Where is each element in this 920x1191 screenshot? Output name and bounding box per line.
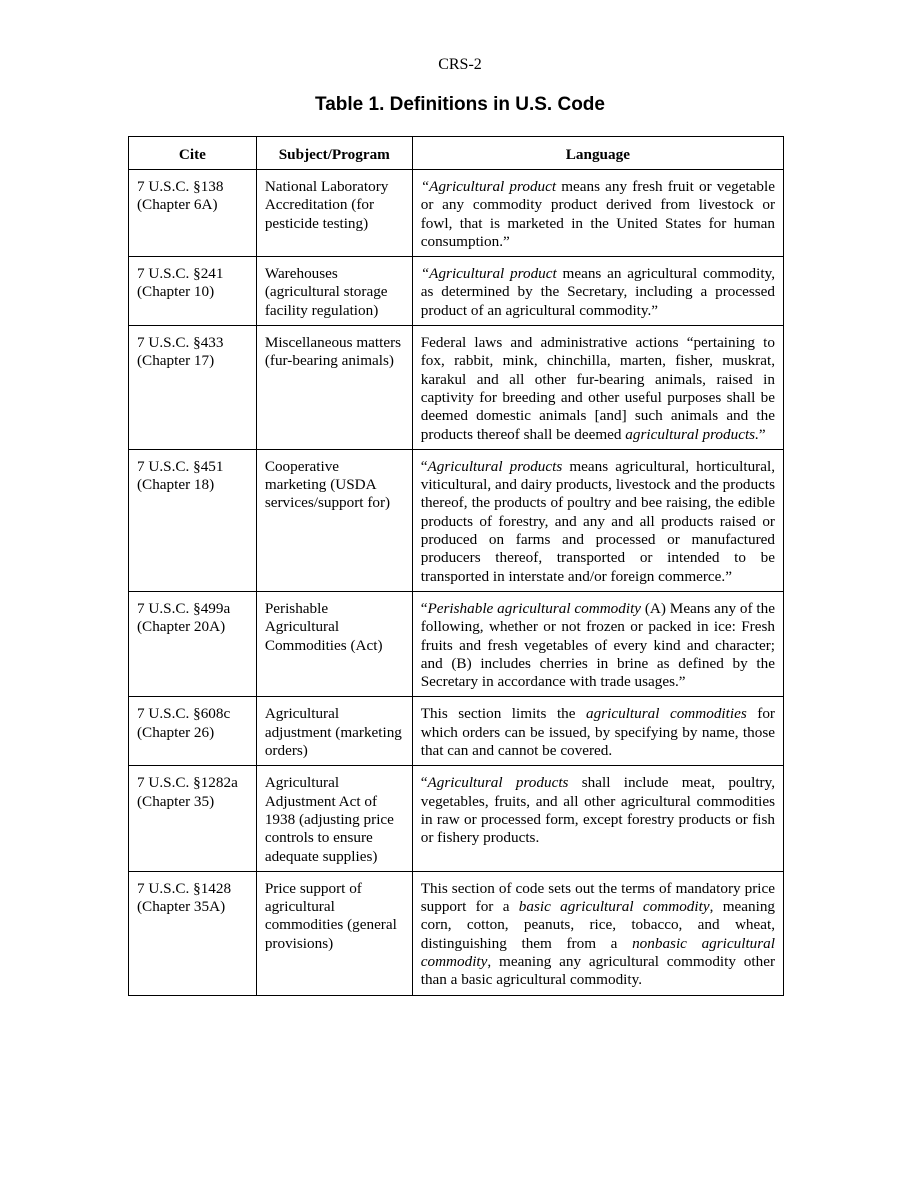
cite-section: 7 U.S.C. §241 bbox=[137, 265, 224, 283]
language-text: Federal laws and administrative actions “pertaining to fox, rabbit, mink, chinchilla, marten, fisher, muskrat, karakul and all other fur-bearing animals, raised in captivity for breeding and other useful purposes shall be deemed domestic animals [and] such animals and the products thereof shall be deemed bbox=[420, 334, 775, 443]
definitions-table bbox=[128, 136, 784, 996]
language-cell bbox=[412, 170, 783, 257]
subject-cell: Agricultural adjustment (marketing orders) bbox=[256, 697, 412, 766]
defined-term: Agricultural products bbox=[427, 774, 569, 792]
table-row bbox=[129, 591, 784, 696]
cite-section: 7 U.S.C. §1428 bbox=[137, 879, 232, 897]
column-header-language: Language bbox=[412, 137, 783, 170]
language-text: shall include meat, poultry, vegetables, fruits, and all other agricultural commodities in raw or processed form, except forestry products or fish or fishery products. bbox=[420, 774, 775, 847]
subject-cell: National Laboratory Accreditation (for pesticide testing) bbox=[256, 170, 412, 257]
defined-term: nonbasic agricultural commodity bbox=[420, 934, 775, 970]
defined-term: Perishable agricultural commodity bbox=[427, 599, 642, 617]
cite-cell bbox=[129, 449, 257, 591]
subject-cell: Cooperative marketing (USDA services/support for) bbox=[256, 449, 412, 591]
table-row bbox=[129, 257, 784, 326]
cite-chapter: (Chapter 20A) bbox=[137, 618, 226, 636]
cite-chapter: (Chapter 6A) bbox=[137, 196, 218, 214]
cite-chapter: (Chapter 26) bbox=[137, 723, 215, 741]
table-row bbox=[129, 766, 784, 871]
language-text: “ bbox=[420, 457, 428, 475]
page-header: CRS-2 bbox=[438, 56, 482, 73]
cite-section: 7 U.S.C. §138 bbox=[137, 178, 224, 195]
table-body bbox=[129, 170, 784, 996]
cite-cell bbox=[129, 871, 257, 995]
cite-chapter: (Chapter 35A) bbox=[137, 898, 226, 916]
subject-cell: Agricultural Adjustment Act of 1938 (adjusting price controls to ensure adequate supplies) bbox=[256, 766, 412, 871]
language-text: means an agricultural commodity, as determined by the Secretary, including a processed product of an agricultural commodity.” bbox=[420, 265, 775, 319]
cite-cell bbox=[129, 257, 257, 326]
subject-cell: Miscellaneous matters (fur-bearing animals) bbox=[256, 326, 412, 450]
cite-section: 7 U.S.C. §499a bbox=[137, 599, 231, 617]
cite-section: 7 U.S.C. §608c bbox=[137, 705, 231, 723]
column-header-cite: Cite bbox=[129, 137, 257, 170]
cite-cell bbox=[129, 170, 257, 257]
language-text: “ bbox=[420, 599, 428, 617]
table-title: Table 1. Definitions in U.S. Code bbox=[315, 94, 605, 115]
language-cell bbox=[412, 697, 783, 766]
defined-term: “Agricultural product bbox=[420, 265, 557, 283]
language-cell bbox=[412, 871, 783, 995]
language-cell bbox=[412, 326, 783, 450]
table-header-row bbox=[129, 137, 784, 170]
cite-cell bbox=[129, 766, 257, 871]
cite-chapter: (Chapter 18) bbox=[137, 476, 215, 494]
language-text: This section limits the bbox=[420, 705, 587, 723]
language-text: This section of code sets out the terms of mandatory price support for a bbox=[420, 879, 775, 916]
defined-term: agricultural products. bbox=[625, 425, 759, 443]
language-text: (A) Means any of the following, whether or not frozen or packed in ice: Fresh fruits and fresh vegetables of every kind and character; and (B) includes cherries in brine as defined by the Secretary in accordance with trade usages.” bbox=[420, 599, 775, 691]
language-text: , meaning corn, cotton, peanuts, rice, tobacco, and wheat, distinguishing them from a bbox=[420, 898, 776, 952]
defined-term: basic agricultural commodity bbox=[518, 898, 710, 916]
language-text: ” bbox=[758, 425, 766, 443]
language-text: means any fresh fruit or vegetable or any commodity product derived from livestock or fowl, that is marketed in the United States for human consumption.” bbox=[420, 178, 775, 250]
table-row bbox=[129, 871, 784, 995]
table-row bbox=[129, 326, 784, 450]
cite-section: 7 U.S.C. §1282a bbox=[137, 774, 238, 792]
defined-term: Agricultural products bbox=[427, 457, 563, 475]
subject-cell: Price support of agricultural commodities (general provisions) bbox=[256, 871, 412, 995]
language-cell bbox=[412, 257, 783, 326]
cite-chapter: (Chapter 17) bbox=[137, 352, 215, 370]
language-text: “ bbox=[420, 774, 428, 792]
language-text: for which orders can be issued, by specifying by name, those that can and cannot be covered. bbox=[420, 705, 775, 760]
column-header-subject: Subject/Program bbox=[256, 137, 412, 170]
cite-section: 7 U.S.C. §433 bbox=[137, 334, 224, 352]
language-text: , meaning any agricultural commodity other than a basic agricultural commodity. bbox=[420, 952, 775, 989]
table-row bbox=[129, 697, 784, 766]
table-row bbox=[129, 449, 784, 591]
cite-section: 7 U.S.C. §451 bbox=[137, 457, 224, 475]
cite-cell bbox=[129, 697, 257, 766]
table-row bbox=[129, 170, 784, 257]
cite-cell bbox=[129, 591, 257, 696]
defined-term: agricultural commodities bbox=[586, 705, 747, 723]
subject-cell: Perishable Agricultural Commodities (Act) bbox=[256, 591, 412, 696]
subject-cell: Warehouses (agricultural storage facility regulation) bbox=[256, 257, 412, 326]
language-cell bbox=[412, 591, 783, 696]
cite-chapter: (Chapter 10) bbox=[137, 283, 215, 301]
cite-cell bbox=[129, 326, 257, 450]
defined-term: “Agricultural product bbox=[420, 178, 557, 195]
cite-chapter: (Chapter 35) bbox=[137, 792, 215, 810]
language-text: means agricultural, horticultural, viticultural, and dairy products, livestock and the products thereof, the products of poultry and bee raising, the edible products of forestry, and any and all products raised or produced on farms and processed or manufactured producers thereof, transported or intended to be transported in interstate and/or foreign commerce.” bbox=[420, 457, 775, 585]
language-cell bbox=[412, 449, 783, 591]
language-cell bbox=[412, 766, 783, 871]
